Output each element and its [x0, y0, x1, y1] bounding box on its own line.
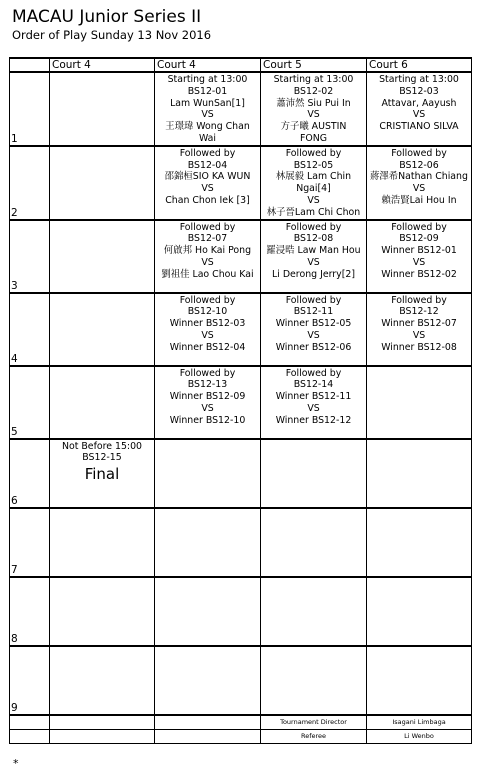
- match-cell: [50, 146, 155, 220]
- row-number: 8: [10, 577, 50, 646]
- match-line: VS: [307, 109, 320, 121]
- match-cell: [367, 146, 472, 220]
- match-line: Chan Chon Iek [3]: [165, 194, 250, 206]
- row-number: 5: [10, 366, 50, 439]
- match-row: [10, 146, 472, 220]
- match-line: CRISTIANO SILVA: [379, 121, 459, 133]
- official-blank-cell: [10, 729, 50, 743]
- match-cell: [50, 508, 155, 577]
- match-line: BS12-12: [399, 306, 439, 318]
- match-cell: [155, 72, 261, 146]
- row-number: 3: [10, 220, 50, 293]
- match-line: Winner BS12-08: [381, 341, 457, 353]
- match-cell: [155, 146, 261, 220]
- official-blank-cell: [50, 729, 155, 743]
- match-cell: [155, 293, 261, 366]
- match-cell: [155, 577, 261, 646]
- match-line: Followed by: [179, 294, 236, 306]
- match-line: VS: [201, 109, 214, 121]
- match-line: BS12-10: [187, 306, 228, 318]
- match-cell: [261, 293, 367, 366]
- match-row: [10, 439, 472, 508]
- match-line: Winner BS12-07: [381, 318, 457, 330]
- match-line: Winner BS12-02: [381, 268, 457, 280]
- match-line: Winner BS12-11: [275, 391, 352, 403]
- match-cell: [50, 293, 155, 366]
- match-line: Li Derong Jerry[2]: [272, 268, 355, 280]
- match-cell: [261, 72, 367, 146]
- page-title: MACAU Junior Series II: [12, 7, 202, 27]
- match-cell: [367, 220, 472, 293]
- match-cell: [261, 366, 367, 439]
- match-line: Starting at 13:00: [273, 74, 354, 85]
- match-line: 蕭沛然 Siu Pui In: [276, 97, 351, 109]
- match-line: Winner BS12-10: [169, 414, 246, 426]
- match-line: BS12-14: [293, 379, 334, 391]
- match-line: VS: [412, 329, 426, 341]
- match-line: BS12-08: [293, 233, 334, 245]
- court-header: Court 4: [155, 58, 261, 72]
- match-line: Winner BS12-12: [275, 414, 352, 426]
- match-line: 羅浸晧 Law Man Hou: [266, 245, 361, 257]
- match-line: Starting at 13:00: [379, 74, 459, 85]
- match-cell: [155, 220, 261, 293]
- match-cell: [155, 508, 261, 577]
- match-cell: [50, 439, 155, 508]
- match-line: BS12-01: [187, 85, 228, 97]
- match-row: [10, 366, 472, 439]
- match-line: VS: [307, 194, 320, 206]
- match-line: BS12-03: [399, 85, 439, 97]
- match-line: Followed by: [391, 147, 447, 159]
- match-line: Winner BS12-06: [275, 341, 352, 353]
- match-cell: [367, 439, 472, 508]
- match-line: BS12-05: [293, 159, 334, 171]
- match-line: Followed by: [285, 147, 342, 159]
- match-cell: [367, 577, 472, 646]
- match-cell: [155, 366, 261, 439]
- order-of-play-table: [9, 57, 472, 744]
- court-header-row: [10, 58, 472, 72]
- court-header: Court 4: [50, 58, 155, 72]
- match-cell: [367, 72, 472, 146]
- page-subtitle: Order of Play Sunday 13 Nov 2016: [12, 28, 212, 42]
- match-cell: [367, 366, 472, 439]
- match-line: 何啟邦 Ho Kai Pong: [163, 245, 252, 257]
- match-line: Followed by: [285, 294, 342, 306]
- official-blank-cell: [155, 715, 261, 730]
- match-line: 林展毅 Lam Chin: [275, 171, 352, 183]
- match-line: Winner BS12-01: [381, 245, 457, 257]
- official-role: Tournament Director: [261, 715, 367, 730]
- match-cell: [261, 439, 367, 508]
- official-row: [10, 715, 472, 730]
- match-cell: [367, 646, 472, 715]
- match-line: VS: [307, 402, 320, 414]
- official-blank-cell: [10, 715, 50, 730]
- match-line: Followed by: [179, 147, 236, 159]
- match-line: 林子晉Lam Chi Chon: [266, 206, 361, 218]
- match-line: Followed by: [391, 294, 447, 306]
- official-blank-cell: [155, 729, 261, 743]
- footnote: *: [13, 757, 19, 770]
- match-line: Winner BS12-03: [169, 318, 246, 330]
- match-cell: [261, 577, 367, 646]
- match-line: VS: [201, 183, 214, 195]
- match-line: Not Before 15:00: [61, 440, 143, 452]
- match-line: 方子曦 AUSTIN: [280, 121, 347, 133]
- match-cell: [261, 646, 367, 715]
- match-line: Lam WunSan[1]: [170, 97, 245, 109]
- match-line: 劉祖佳 Lao Chou Kai: [161, 268, 254, 280]
- match-cell: [367, 508, 472, 577]
- official-row: [10, 729, 472, 743]
- match-line: VS: [412, 183, 426, 195]
- match-row: [10, 293, 472, 366]
- match-cell: [155, 439, 261, 508]
- match-cell: [261, 146, 367, 220]
- match-line: BS12-07: [187, 233, 228, 245]
- match-line: Winner BS12-04: [169, 341, 246, 353]
- match-line: 邵錦桓SIO KA WUN: [164, 171, 251, 183]
- match-line: Followed by: [285, 221, 342, 233]
- match-line: Wai: [198, 132, 217, 144]
- row-number: 4: [10, 293, 50, 366]
- match-cell: [367, 293, 472, 366]
- official-name: Li Wenbo: [367, 729, 472, 743]
- match-line: VS: [201, 256, 214, 268]
- match-line: VS: [412, 109, 426, 121]
- match-line: 蔣澤希Nathan Chiang: [370, 171, 468, 183]
- match-line: VS: [412, 256, 426, 268]
- match-line: BS12-04: [187, 159, 228, 171]
- match-row: [10, 508, 472, 577]
- match-line: 賴浩賢Lai Hou In: [381, 194, 457, 206]
- court-header: Court 6: [367, 58, 472, 72]
- match-row: [10, 646, 472, 715]
- match-line: BS12-11: [293, 306, 334, 318]
- match-cell: [50, 646, 155, 715]
- row-number: 2: [10, 146, 50, 220]
- match-line: Followed by: [179, 367, 236, 379]
- match-cell: [50, 220, 155, 293]
- match-row: [10, 577, 472, 646]
- match-line: Winner BS12-09: [169, 391, 246, 403]
- row-number: 6: [10, 439, 50, 508]
- match-line: 王璟瑋 Wong Chan: [165, 121, 250, 133]
- match-line: FONG: [299, 132, 328, 144]
- match-line: BS12-15: [82, 452, 122, 464]
- match-row: [10, 220, 472, 293]
- official-role: Referee: [261, 729, 367, 743]
- match-line: Winner BS12-05: [275, 318, 352, 330]
- match-cell: [155, 646, 261, 715]
- match-line: VS: [201, 402, 214, 414]
- row-number: 9: [10, 646, 50, 715]
- match-line: BS12-09: [399, 233, 439, 245]
- match-line: VS: [307, 256, 320, 268]
- match-line: BS12-13: [187, 379, 228, 391]
- court-header: Court 5: [261, 58, 367, 72]
- match-row: [10, 72, 472, 146]
- match-cell: [50, 366, 155, 439]
- match-line: Starting at 13:00: [167, 74, 248, 85]
- match-line: BS12-02: [293, 85, 334, 97]
- match-cell: [50, 577, 155, 646]
- match-line: Attavar, Aayush: [381, 97, 457, 109]
- row-number: 1: [10, 72, 50, 146]
- header-corner: [10, 58, 50, 72]
- match-line: Followed by: [285, 367, 342, 379]
- match-line: VS: [201, 329, 214, 341]
- match-line: Ngai[4]: [296, 183, 331, 195]
- match-cell: [261, 508, 367, 577]
- match-line: VS: [307, 329, 320, 341]
- match-line: Followed by: [391, 221, 447, 233]
- final-label: Final: [84, 465, 120, 484]
- row-number: 7: [10, 508, 50, 577]
- match-line: Followed by: [179, 221, 236, 233]
- match-cell: [261, 220, 367, 293]
- match-line: BS12-06: [399, 159, 439, 171]
- official-blank-cell: [50, 715, 155, 730]
- match-cell: [50, 72, 155, 146]
- official-name: Isagani Limbaga: [367, 715, 472, 730]
